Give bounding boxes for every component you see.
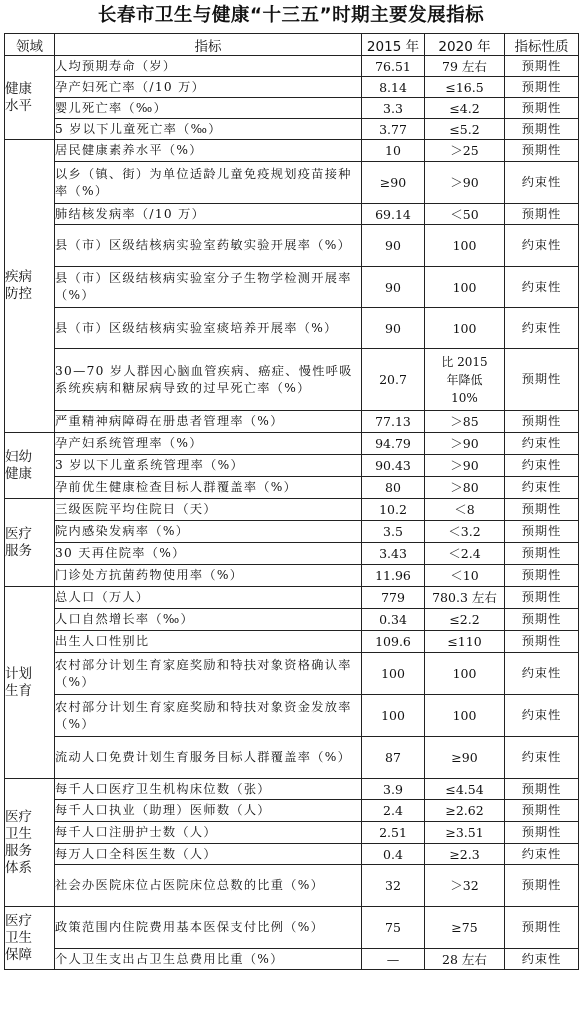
nature-cell: 预期性	[505, 119, 579, 140]
value-2015-cell: 10.2	[362, 499, 425, 521]
indicator-cell: 居民健康素养水平（%）	[55, 140, 362, 162]
domain-cell	[5, 907, 55, 970]
value-2015-cell: 3.5	[362, 521, 425, 543]
value-2020-cell: 100	[425, 653, 505, 695]
value-2015-cell: 77.13	[362, 411, 425, 433]
table-row	[5, 162, 579, 204]
table-row	[5, 98, 579, 119]
domain-label-line: 服务	[5, 542, 32, 559]
value-2020-cell: ≥90	[425, 737, 505, 779]
nature-cell: 约束性	[505, 162, 579, 204]
value-2020-cell: ＞90	[425, 162, 505, 204]
value-2015-cell: 10	[362, 140, 425, 162]
domain-label-line: 防控	[5, 286, 32, 302]
domain-cell	[5, 587, 55, 779]
header-domain: 领域	[5, 34, 55, 56]
table-row	[5, 521, 579, 543]
value-2020-cell: 79 左右	[425, 56, 505, 77]
indicator-cell: 县（市）区级结核病实验室药敏实验开展率（%）	[55, 225, 362, 267]
header-nature: 指标性质	[505, 34, 579, 56]
table-row	[5, 907, 579, 949]
nature-cell: 约束性	[505, 455, 579, 477]
value-2015-cell: 3.3	[362, 98, 425, 119]
domain-cell	[5, 433, 55, 499]
table-row	[5, 349, 579, 411]
value-2015-cell: 8.14	[362, 77, 425, 98]
table-row	[5, 844, 579, 865]
value-2020-cell: ＞90	[425, 455, 505, 477]
indicator-cell: 孕产妇死亡率（/10 万）	[55, 77, 362, 98]
indicator-cell: 个人卫生支出占卫生总费用比重（%）	[55, 949, 362, 970]
domain-label-line: 计划	[5, 665, 32, 682]
nature-cell: 预期性	[505, 521, 579, 543]
value-2020-cell: ≤2.2	[425, 609, 505, 631]
table-row	[5, 609, 579, 631]
table-row	[5, 225, 579, 267]
table-row	[5, 455, 579, 477]
indicator-cell: 社会办医院床位占医院床位总数的比重（%）	[55, 865, 362, 907]
value-2015-cell: 109.6	[362, 631, 425, 653]
indicator-cell: 严重精神病障碍在册患者管理率（%）	[55, 411, 362, 433]
indicator-cell: 每万人口全科医生数（人）	[55, 844, 362, 865]
indicator-cell: 30—70 岁人群因心脑血管疾病、癌症、慢性呼吸系统疾病和糖尿病导致的过早死亡率（%）	[55, 349, 362, 411]
nature-cell: 预期性	[505, 543, 579, 565]
value-2015-cell: 76.51	[362, 56, 425, 77]
value-2015-cell: 11.96	[362, 565, 425, 587]
domain-label-line: 疾病	[5, 269, 32, 285]
indicator-cell: 流动人口免费计划生育服务目标人群覆盖率（%）	[55, 737, 362, 779]
domain-label-line: 卫生	[5, 825, 32, 842]
value-2020-cell: ≥2.62	[425, 800, 505, 822]
value-2015-cell: 32	[362, 865, 425, 907]
header-indicator: 指标	[55, 34, 362, 56]
indicator-cell: 3 岁以下儿童系统管理率（%）	[55, 455, 362, 477]
nature-cell: 约束性	[505, 267, 579, 308]
value-2020-cell: ＞32	[425, 865, 505, 907]
header-2020: 2020 年	[425, 34, 505, 56]
indicator-cell: 肺结核发病率（/10 万）	[55, 204, 362, 225]
domain-label-line: 体系	[5, 859, 32, 876]
value-2015-cell: 3.9	[362, 779, 425, 800]
value-2015-cell: 80	[362, 477, 425, 499]
nature-cell: 约束性	[505, 844, 579, 865]
value-2015-cell: 69.14	[362, 204, 425, 225]
nature-cell: 约束性	[505, 695, 579, 737]
indicator-cell: 人均预期寿命（岁）	[55, 56, 362, 77]
nature-cell: 约束性	[505, 949, 579, 970]
nature-cell: 预期性	[505, 56, 579, 77]
nature-cell: 预期性	[505, 98, 579, 119]
table-row	[5, 411, 579, 433]
value-2015-cell: 0.34	[362, 609, 425, 631]
value-2015-cell: ≥90	[362, 162, 425, 204]
nature-cell: 预期性	[505, 587, 579, 609]
table-row	[5, 119, 579, 140]
nature-cell: 预期性	[505, 907, 579, 949]
indicator-cell: 农村部分计划生育家庭奖励和特扶对象资格确认率（%）	[55, 653, 362, 695]
indicator-cell: 每千人口医疗卫生机构床位数（张）	[55, 779, 362, 800]
nature-cell: 预期性	[505, 779, 579, 800]
table-row	[5, 543, 579, 565]
table-row	[5, 308, 579, 349]
value-2020-cell: ≤4.54	[425, 779, 505, 800]
nature-cell: 预期性	[505, 631, 579, 653]
nature-cell: 预期性	[505, 411, 579, 433]
value-2020-cell: ＜8	[425, 499, 505, 521]
table-row	[5, 267, 579, 308]
indicator-cell: 孕产妇系统管理率（%）	[55, 433, 362, 455]
nature-cell: 约束性	[505, 308, 579, 349]
table-row	[5, 565, 579, 587]
nature-cell: 预期性	[505, 349, 579, 411]
value-2020-cell: ＜2.4	[425, 543, 505, 565]
nature-cell: 预期性	[505, 77, 579, 98]
domain-cell	[5, 779, 55, 907]
value-2015-cell: 87	[362, 737, 425, 779]
value-2015-cell: —	[362, 949, 425, 970]
value-2015-cell: 2.51	[362, 822, 425, 844]
domain-label-line: 医疗	[5, 525, 32, 542]
value-2020-cell: ＜3.2	[425, 521, 505, 543]
table-header-row	[5, 34, 579, 56]
table-row	[5, 204, 579, 225]
domain-label-line: 生育	[5, 682, 32, 699]
table-row	[5, 737, 579, 779]
indicator-cell: 每千人口执业（助理）医师数（人）	[55, 800, 362, 822]
value-2020-cell: 100	[425, 308, 505, 349]
value-2015-cell: 779	[362, 587, 425, 609]
nature-cell: 预期性	[505, 565, 579, 587]
value-2015-cell: 20.7	[362, 349, 425, 411]
nature-cell: 预期性	[505, 609, 579, 631]
domain-cell	[5, 140, 55, 433]
table-row	[5, 140, 579, 162]
value-2020-cell: ≥3.51	[425, 822, 505, 844]
value-2015-cell: 90	[362, 225, 425, 267]
domain-label-line: 健康	[5, 465, 32, 482]
value-2015-cell: 90.43	[362, 455, 425, 477]
indicator-cell: 30 天再住院率（%）	[55, 543, 362, 565]
value-2015-cell: 90	[362, 308, 425, 349]
table-row	[5, 587, 579, 609]
page-title: 长春市卫生与健康“十三五”时期主要发展指标	[97, 5, 485, 26]
nature-cell: 预期性	[505, 204, 579, 225]
value-2020-cell: ≥2.3	[425, 844, 505, 865]
header-2015: 2015 年	[362, 34, 425, 56]
indicator-cell: 三级医院平均住院日（天）	[55, 499, 362, 521]
value-2020-cell: ＞90	[425, 433, 505, 455]
table-row	[5, 822, 579, 844]
value-2020-cell: ＞25	[425, 140, 505, 162]
table-row	[5, 695, 579, 737]
indicator-cell: 人口自然增长率（‰）	[55, 609, 362, 631]
value-2015-cell: 3.77	[362, 119, 425, 140]
value-2015-cell: 100	[362, 695, 425, 737]
value-2015-cell: 90	[362, 267, 425, 308]
domain-label-line: 保障	[5, 946, 32, 963]
indicator-cell: 孕前优生健康检查目标人群覆盖率（%）	[55, 477, 362, 499]
table-row	[5, 949, 579, 970]
table-row	[5, 499, 579, 521]
table-body	[5, 56, 579, 970]
indicator-cell: 婴儿死亡率（‰）	[55, 98, 362, 119]
nature-cell: 预期性	[505, 822, 579, 844]
value-2020-cell: ＜10	[425, 565, 505, 587]
table-row	[5, 800, 579, 822]
indicator-cell: 院内感染发病率（%）	[55, 521, 362, 543]
nature-cell: 预期性	[505, 499, 579, 521]
value-2015-cell: 94.79	[362, 433, 425, 455]
indicator-cell: 农村部分计划生育家庭奖励和特扶对象资金发放率（%）	[55, 695, 362, 737]
indicator-cell: 出生人口性别比	[55, 631, 362, 653]
value-2020-cell: ≤4.2	[425, 98, 505, 119]
value-2015-cell: 0.4	[362, 844, 425, 865]
value-2020-cell: 比 2015 年降低 10%	[425, 349, 505, 411]
nature-cell: 约束性	[505, 477, 579, 499]
table-row	[5, 653, 579, 695]
value-2020-cell: ＞80	[425, 477, 505, 499]
table-row	[5, 77, 579, 98]
value-2020-cell: 28 左右	[425, 949, 505, 970]
indicator-cell: 政策范围内住院费用基本医保支付比例（%）	[55, 907, 362, 949]
table-row	[5, 433, 579, 455]
domain-label-line: 卫生	[5, 929, 32, 946]
value-2020-cell: 100	[425, 267, 505, 308]
domain-label-line: 医疗	[5, 912, 32, 929]
indicator-cell: 县（市）区级结核病实验室痰培养开展率（%）	[55, 308, 362, 349]
table-row	[5, 631, 579, 653]
value-2020-cell: ＜50	[425, 204, 505, 225]
value-2020-cell: ≤5.2	[425, 119, 505, 140]
table-row	[5, 865, 579, 907]
domain-label-line: 服务	[5, 842, 32, 859]
indicator-table	[4, 33, 579, 970]
value-2015-cell: 2.4	[362, 800, 425, 822]
indicator-cell: 总人口（万人）	[55, 587, 362, 609]
indicator-cell: 5 岁以下儿童死亡率（‰）	[55, 119, 362, 140]
domain-cell	[5, 499, 55, 587]
table-row	[5, 779, 579, 800]
nature-cell: 约束性	[505, 225, 579, 267]
domain-cell	[5, 56, 55, 140]
domain-label-line: 妇幼	[5, 448, 32, 465]
value-2015-cell: 75	[362, 907, 425, 949]
value-2020-cell: ≥75	[425, 907, 505, 949]
value-2020-cell: 100	[425, 225, 505, 267]
table-row	[5, 56, 579, 77]
value-2020-cell: ≤110	[425, 631, 505, 653]
indicator-cell: 以乡（镇、街）为单位适龄儿童免疫规划疫苗接种率（%）	[55, 162, 362, 204]
domain-label-line: 医疗	[5, 808, 32, 825]
value-2015-cell: 100	[362, 653, 425, 695]
indicator-cell: 县（市）区级结核病实验室分子生物学检测开展率（%）	[55, 267, 362, 308]
domain-label-line: 水平	[5, 97, 32, 114]
nature-cell: 预期性	[505, 140, 579, 162]
indicator-cell: 每千人口注册护士数（人）	[55, 822, 362, 844]
domain-label-line: 健康	[5, 80, 32, 97]
nature-cell: 约束性	[505, 433, 579, 455]
nature-cell: 约束性	[505, 653, 579, 695]
value-2020-cell: 780.3 左右	[425, 587, 505, 609]
nature-cell: 预期性	[505, 865, 579, 907]
table-row	[5, 477, 579, 499]
value-2020-cell: 100	[425, 695, 505, 737]
value-2015-cell: 3.43	[362, 543, 425, 565]
value-2020-cell: ≤16.5	[425, 77, 505, 98]
nature-cell: 约束性	[505, 737, 579, 779]
nature-cell: 预期性	[505, 800, 579, 822]
value-2020-cell: ＞85	[425, 411, 505, 433]
indicator-cell: 门诊处方抗菌药物使用率（%）	[55, 565, 362, 587]
